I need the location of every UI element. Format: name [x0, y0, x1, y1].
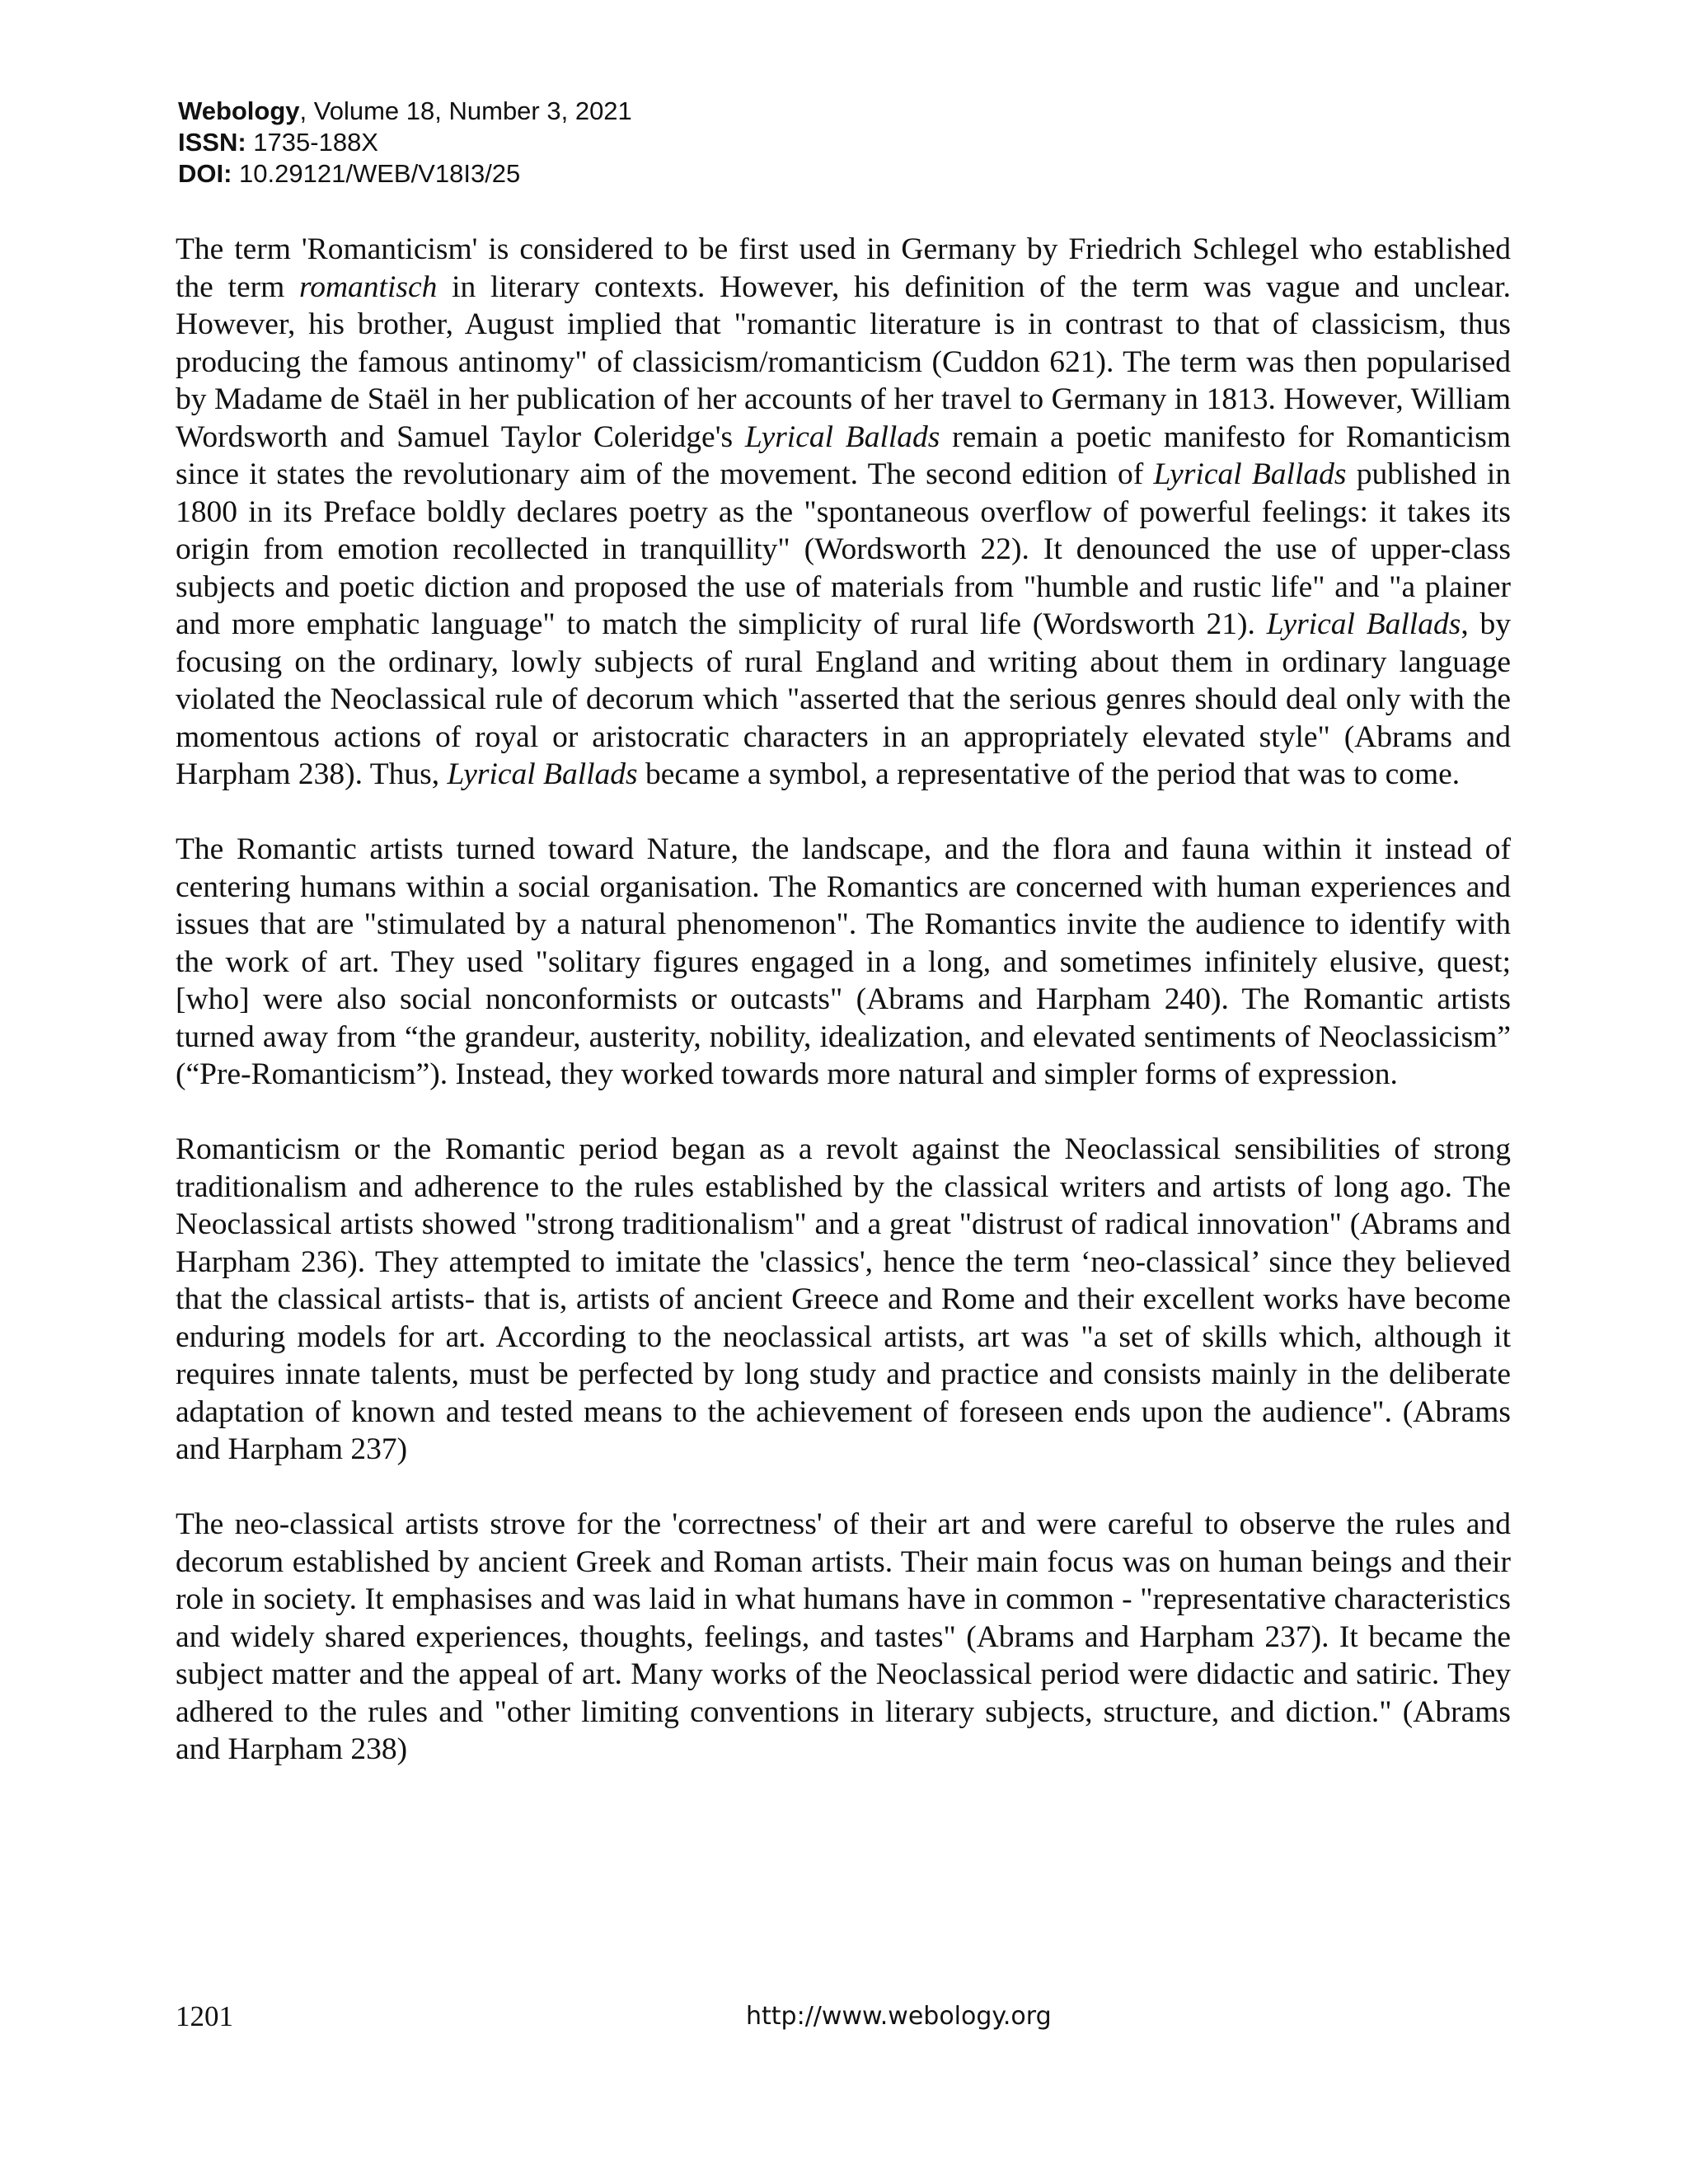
doi-value: 10.29121/WEB/V18I3/25 — [232, 159, 521, 188]
italic-title: Lyrical Ballads — [1153, 457, 1347, 491]
doi-label: DOI: — [178, 159, 232, 188]
italic-title: Lyrical Ballads — [447, 757, 638, 791]
issn-label: ISSN: — [178, 128, 246, 157]
paragraph-3: Romanticism or the Romantic period began as a revolt against the Neoclassical sensibilities of strong traditionalism and adherence to the rules established by the classical writers and artists of long ago. The Neoclassical artists showed "strong traditionalism" and a great "distrust of radical innovation" (Abrams and Harpham 236). They attempted to imitate the 'classics', hence the term ‘neo-classical’ since they believed that the classical artists- that is, artists of ancient Greece and Rome and their excellent works have become enduring models for art. According to the neoclassical artists, art was "a set of skills which, although it requires innate talents, must be perfected by long study and practice and consists mainly in the deliberate adaptation of known and tested means to the achievement of foreseen ends upon the audience". (Abrams and Harpham 237) — [176, 1132, 1511, 1466]
page-number: 1201 — [176, 2000, 233, 2032]
issn-value: 1735-188X — [246, 128, 378, 157]
header-doi-line — [178, 158, 632, 190]
paragraph-4: The neo-classical artists strove for the 'correctness' of their art and were careful to observe the rules and decorum established by ancient Greek and Roman artists. Their main focus was on human beings and their role in society. It emphasises and was laid in what humans have in common - "representative characteristics and widely shared experiences, thoughts, feelings, and tastes" (Abrams and Harpham 237). It became the subject matter and the appeal of art. Many works of the Neoclassical period were didactic and satiric. They adhered to the rules and "other limiting conventions in literary subjects, structure, and diction." (Abrams and Harpham 238) — [176, 1507, 1511, 1766]
volume-info: , Volume 18, Number 3, 2021 — [299, 96, 632, 125]
footer-url-link[interactable]: http://www.webology.org — [746, 2002, 1052, 2031]
article-body — [176, 231, 1511, 1806]
paragraph-1: The term 'Romanticism' is considered to be first used in Germany by Friedrich Schlegel who established the term romantisch in literary contexts. However, his definition of the term was vague and unclear. However, his brother, August implied that "romantic literature is in contrast to that of classicism, thus producing the famous antinomy" of classicism/romanticism (Cuddon 621). The term was then popularised by Madame de Staël in her publication of her accounts of her travel to Germany in 1813. However, William Wordsworth and Samuel Taylor Coleridge's Lyrical Ballads remain a poetic manifesto for Romanticism since it states the revolutionary aim of the movement. The second edition of Lyrical Ballads published in 1800 in its Preface boldly declares poetry as the "spontaneous overflow of powerful feelings: it takes its origin from emotion recollected in tranquillity" (Wordsworth 22). It denounced the use of upper-class subjects and poetic diction and proposed the use of materials from "humble and rustic life" and "a plainer and more emphatic language" to match the simplicity of rural life (Wordsworth 21). Lyrical Ballads, by focusing on the ordinary, lowly subjects of rural England and writing about them in ordinary language violated the Neoclassical rule of decorum which "asserted that the serious genres should deal only with the momentous actions of royal or aristocratic characters in an appropriately elevated style" (Abrams and Harpham 238). Thus, Lyrical Ballads became a symbol, a representative of the period that was to come. — [176, 232, 1512, 791]
journal-name: Webology — [178, 96, 300, 125]
italic-title: Lyrical Ballads — [744, 419, 940, 454]
italic-title: Lyrical Ballads — [1266, 607, 1461, 641]
italic-title: romantisch — [299, 269, 438, 304]
paragraph-2: The Romantic artists turned toward Nature, the landscape, and the flora and fauna within it instead of centering humans within a social organisation. The Romantics are concerned with human experiences and issues that are "stimulated by a natural phenomenon". The Romantics invite the audience to identify with the work of art. They used "solitary figures engaged in a long, and sometimes infinitely elusive, quest; [who] were also social nonconformists or outcasts" (Abrams and Harpham 240). The Romantic artists turned away from “the grandeur, austerity, nobility, idealization, and elevated sentiments of Neoclassicism” (“Pre-Romanticism”). Instead, they worked towards more natural and simpler forms of expression. — [176, 832, 1511, 1091]
header-issn-line — [178, 127, 632, 158]
journal-header — [178, 96, 632, 190]
header-journal-line — [178, 96, 632, 127]
